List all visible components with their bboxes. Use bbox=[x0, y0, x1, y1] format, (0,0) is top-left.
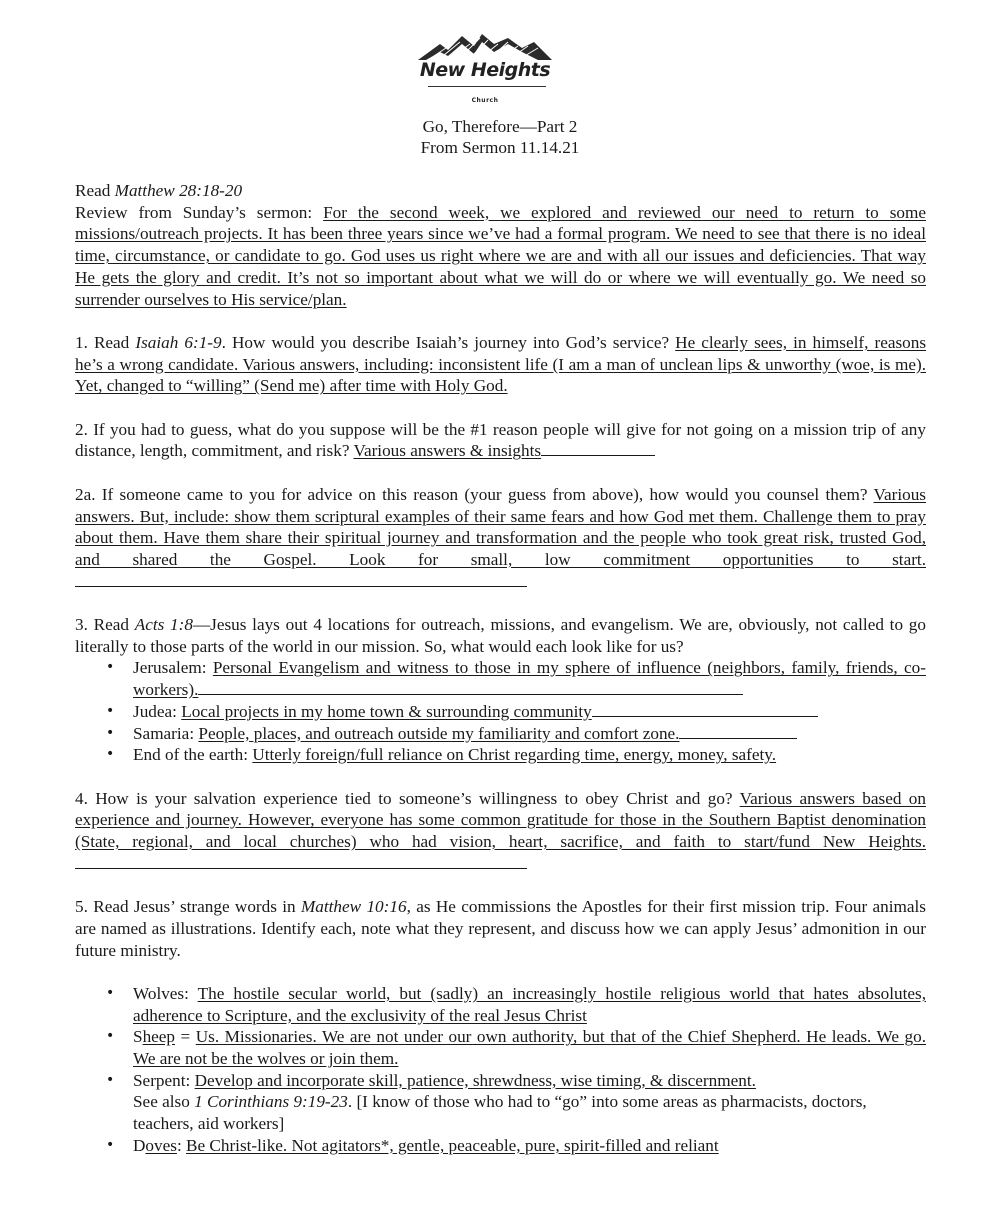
q3-prefix: 3. Read bbox=[75, 615, 135, 634]
q1-text: . How would you describe Isaiah’s journey into God’s service? bbox=[221, 332, 676, 352]
review-answer: For the second week, we explored and reviewed our need to return to some missions/outreach projects. It has been three years since we’ve had a formal program. We need to see that there is no ideal time, circumstance, or candidate to go. God uses us right where we are and with all our issues and deficiencies. That way He gets the glory and credit. It’s not so important about what we will do or where we will eventually go. We need so surrender ourselves to His service/plan. bbox=[75, 202, 926, 309]
q3-list bbox=[75, 657, 926, 766]
item-answer: Personal Evangelism and witness to those in my sphere of influence (neighbors, family, friends, co-workers). bbox=[133, 658, 926, 700]
item-label: End of the earth: bbox=[133, 745, 253, 765]
item-label: Samaria: bbox=[133, 723, 199, 743]
answer-blank bbox=[198, 693, 743, 695]
item-label: D bbox=[133, 1135, 146, 1155]
logo-subtitle: Church bbox=[471, 97, 499, 104]
q2a-text: 2a. If someone came to you for advice on this reason (your guess from above), how would you counsel them? bbox=[75, 484, 874, 504]
logo-divider bbox=[428, 86, 546, 87]
item-label-end: : bbox=[176, 1135, 187, 1155]
q1-scripture-ref: Isaiah 6:1-9 bbox=[135, 332, 222, 352]
q1-prefix: 1. Read bbox=[75, 332, 136, 352]
list-item bbox=[75, 1135, 926, 1157]
q2-text: 2. If you had to guess, what do you suppose will be the #1 reason people will give for not going on a mission trip of any distance, length, commitment, and risk? bbox=[75, 419, 926, 461]
item-label: Jerusalem: bbox=[133, 658, 213, 678]
header bbox=[300, 116, 700, 158]
church-logo bbox=[418, 30, 558, 104]
item-label: Judea: bbox=[133, 701, 182, 721]
answer-blank bbox=[592, 715, 818, 717]
review-label: Review from Sunday’s sermon: bbox=[75, 202, 324, 222]
item-answer: Utterly foreign/full reliance on Christ regarding time, energy, money, safety. bbox=[252, 745, 777, 765]
question-2a bbox=[75, 484, 926, 593]
q3-text: —Jesus lays out 4 locations for outreach, missions, and evangelism. We are, obviously, not called to go literally to those parts of the world in our mission. So, what would each look like for us? bbox=[75, 615, 926, 656]
item-answer: The hostile secular world, but (sadly) an increasingly hostile religious world that hates absolutes, adherence to Scripture, and the exclusivity of the real Jesus Christ bbox=[133, 983, 926, 1025]
page-title: Go, Therefore—Part 2 bbox=[422, 117, 578, 136]
bullet-icon: • bbox=[106, 1071, 115, 1088]
list-item bbox=[75, 657, 926, 700]
q5-scripture-ref: Matthew 10:16 bbox=[300, 897, 407, 917]
q3-scripture-ref: Acts 1:8 bbox=[134, 615, 193, 634]
list-item bbox=[75, 983, 926, 1026]
question-4 bbox=[75, 788, 926, 875]
read-line bbox=[75, 180, 926, 202]
list-item bbox=[75, 1070, 926, 1135]
bullet-icon: • bbox=[106, 702, 115, 719]
q1-answer: He clearly sees, in himself, reasons he’s a wrong candidate. Various answers, including: inconsistent life (I am a man of unclean lips & unworthy (woe, is me). Yet, changed to “willing” (Send me) after time with Holy God. bbox=[75, 332, 927, 396]
item-answer: Local projects in my home town & surrounding community bbox=[181, 701, 592, 721]
question-2 bbox=[75, 419, 926, 462]
page-subtitle: From Sermon 11.14.21 bbox=[420, 138, 580, 157]
bullet-icon: • bbox=[106, 724, 115, 741]
scripture-ref: Matthew 28:18-20 bbox=[114, 181, 243, 200]
item-answer: People, places, and outreach outside my familiarity and comfort zone. bbox=[198, 723, 680, 743]
q5-text: , as He commissions the Apostles for their first mission trip. Four animals are named as illustrations. Identify each, note what they represent, and discuss how we can apply Jesus’ admonition in our future ministry. bbox=[75, 897, 926, 960]
q4-answer: Various answers based on experience and journey. However, everyone has some common gratitude for those in the Southern Baptist denomination (State, regional, and local churches) who had vision, heart, sacrifice, and faith to start/fund New Heights. bbox=[75, 788, 926, 852]
item-label-end: = bbox=[175, 1027, 196, 1047]
item-label: S bbox=[133, 1027, 143, 1047]
q5-prefix: 5. Read Jesus’ strange words in bbox=[75, 897, 301, 917]
q2-answer: Various answers & insights bbox=[353, 441, 542, 461]
q5-list bbox=[75, 983, 926, 1157]
note-scripture-ref: 1 Corinthians 9:19-23 bbox=[194, 1092, 348, 1112]
answer-blank bbox=[75, 585, 527, 587]
answer-blank bbox=[679, 737, 797, 739]
item-label: Wolves: bbox=[133, 983, 198, 1003]
note-prefix: See also bbox=[133, 1092, 195, 1112]
list-item bbox=[75, 701, 926, 723]
bullet-icon: • bbox=[106, 746, 115, 763]
q2a-answer: Various answers. But, include: show them scriptural examples of their same fears and how God met them. Challenge them to pray about them. Have them share their spiritual journey and transformation and the people who took great risk, trusted God, and shared the Gospel. Look for small, low commitment opportunities to start. bbox=[75, 484, 926, 569]
note-text: . [I know of those who had to “go” into some areas as pharmacists, doctors, teachers, aid workers] bbox=[133, 1092, 867, 1134]
item-answer: Be Christ-like. Not agitators*, gentle, peaceable, pure, spirit-filled and reliant bbox=[186, 1135, 719, 1155]
logo-name: New Heights bbox=[419, 59, 551, 81]
question-1 bbox=[75, 332, 926, 397]
worksheet-content bbox=[75, 180, 926, 1157]
bullet-icon: • bbox=[106, 1028, 115, 1045]
question-5 bbox=[75, 896, 926, 961]
item-label-underlined: heep bbox=[142, 1027, 176, 1047]
bullet-icon: • bbox=[106, 1136, 115, 1153]
item-label: Serpent: bbox=[133, 1070, 195, 1090]
list-item bbox=[75, 723, 926, 745]
read-prefix: Read bbox=[75, 181, 115, 200]
answer-blank bbox=[541, 454, 655, 456]
q4-text: 4. How is your salvation experience tied to someone’s willingness to obey Christ and go? bbox=[75, 788, 740, 808]
list-item bbox=[75, 744, 926, 766]
answer-blank bbox=[75, 867, 527, 869]
item-answer: Develop and incorporate skill, patience, shrewdness, wise timing, & discernment. bbox=[194, 1070, 756, 1090]
review-paragraph bbox=[75, 202, 926, 311]
item-answer: Us. Missionaries. We are not under our own authority, but that of the Chief Shepherd. He leads. We go. We are not be the wolves or join them. bbox=[133, 1027, 926, 1069]
bullet-icon: • bbox=[106, 659, 115, 676]
bullet-icon: • bbox=[106, 984, 115, 1001]
question-3 bbox=[75, 614, 926, 657]
list-item bbox=[75, 1026, 926, 1069]
item-label-underlined: oves bbox=[145, 1135, 177, 1155]
